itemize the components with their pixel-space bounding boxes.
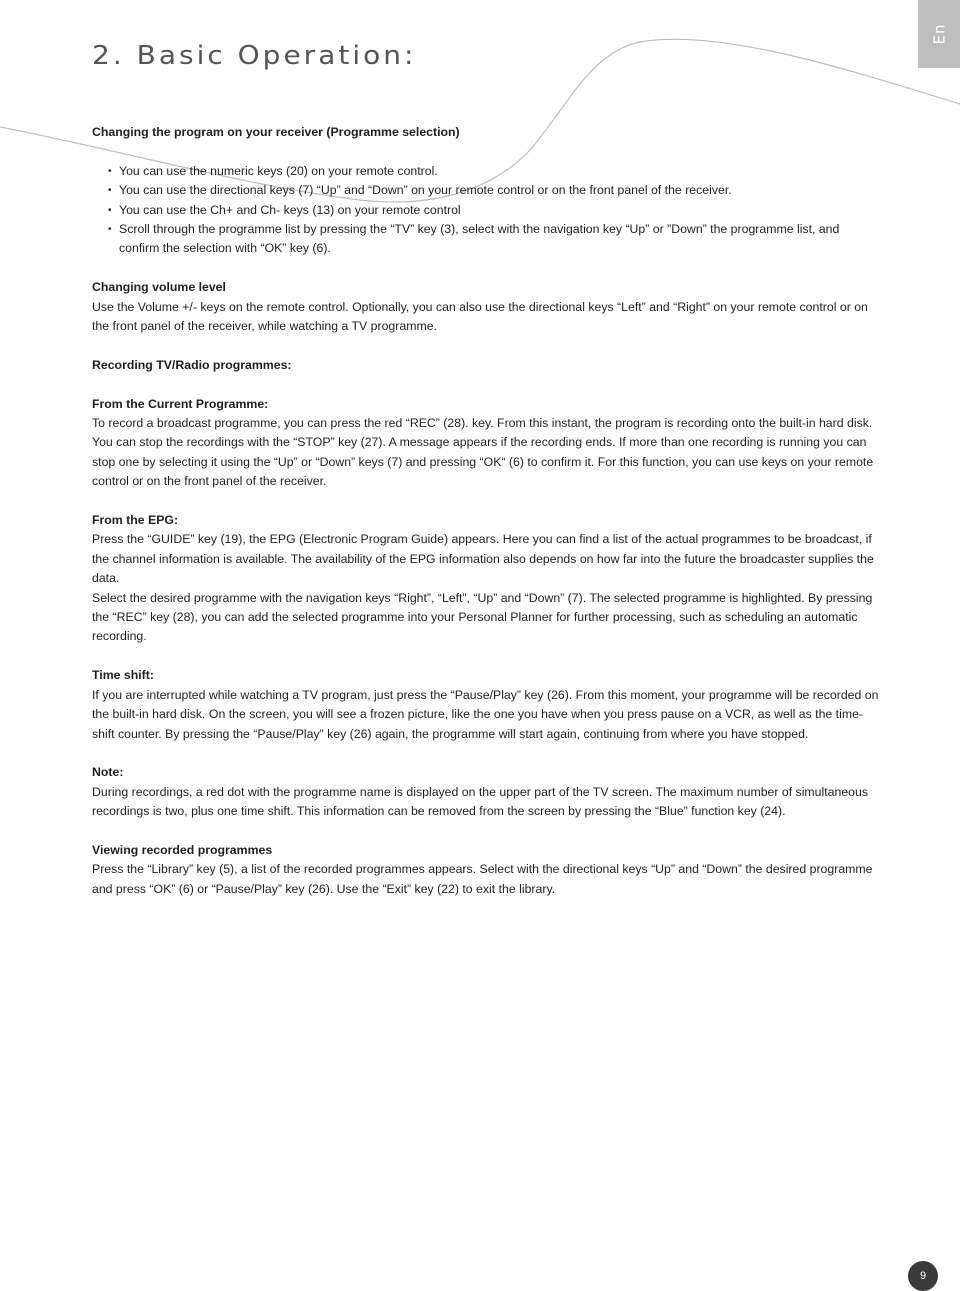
section-heading: From the Current Programme: (92, 396, 269, 411)
paragraph: Press the “Library” key (5), a list of the recorded programmes appears. Select with the directional keys “Up” and “Down” the desired programme and press “OK” (6) or “Pause/Play” key (26). Use the “Exit” key (22) to exit the library. (92, 862, 873, 896)
section-volume (92, 278, 882, 336)
section-current-programme (92, 395, 882, 492)
list-item: • You can use the numeric keys (20) on your remote control. (108, 162, 882, 181)
paragraph: Press the “GUIDE” key (19), the EPG (Electronic Program Guide) appears. Here you can find a list of the actual programmes to be broadcast, if the channel information is available. The availability of the EPG information also depends on how far into the future the broadcaster supplies the data. (92, 532, 874, 586)
section-time-shift (92, 666, 882, 744)
page-title: 2. Basic Operation: (92, 40, 417, 71)
section-note (92, 763, 882, 821)
bullet-list (92, 162, 882, 259)
section-heading: Changing the program on your receiver (Programme selection) (92, 125, 460, 139)
section-heading: Time shift: (92, 668, 154, 683)
paragraph: To record a broadcast programme, you can press the red “REC” (28). key. From this instant, the program is recording onto the built-in hard disk. You can stop the recordings with the “STOP” key (27). A message appears if the recording ends. If more than one recording is running you can stop one by selecting it using the “Up” or “Down” keys (7) and pressing “OK“ (6) to confirm it. For this function, you can use keys on your remote control or on the front panel of the receiver. (92, 416, 874, 489)
section-heading: Changing volume level (92, 280, 226, 295)
section-heading: Viewing recorded programmes (92, 842, 273, 857)
paragraph: During recordings, a red dot with the programme name is displayed on the upper part of the TV screen. The maximum number of simultaneous recordings is two, plus one time shift. This information can be removed from the screen by pressing the “Blue” function key (24). (92, 784, 869, 819)
section-viewing-recorded (92, 841, 882, 899)
paragraph: Use the Volume +/- keys on the remote control. Optionally, you can also use the directional keys “Left” and “Right” on your remote control or on the front panel of the receiver, while watching a TV programme. (92, 299, 868, 334)
paragraph: If you are interrupted while watching a TV program, just press the “Pause/Play” key (26). From this moment, your programme will be recorded on the built-in hard disk. On the screen, you will see a frozen picture, like the one you have when you press pause on a VCR, as well as the time-shift counter. By pressing the “Pause/Play” key (26) again, the programme will start again, continuing from where you have stopped. (92, 687, 879, 741)
paragraph: Select the desired programme with the navigation keys “Right”, “Left”, “Up” and “Down” (7). The selected programme is highlighted. By pressing the “REC” key (28), you can add the selected programme into your Personal Planner for further processing, such as scheduling an automatic recording. (92, 590, 873, 644)
section-recording (92, 356, 882, 375)
list-item: • You can use the Ch+ and Ch- keys (13) on your remote control (108, 201, 882, 220)
section-heading: Note: (92, 765, 124, 780)
page-content (92, 123, 882, 919)
section-heading: From the EPG: (92, 513, 179, 528)
language-tab-label: En (929, 23, 948, 45)
section-heading: Recording TV/Radio programmes: (92, 357, 292, 372)
list-item: • You can use the directional keys (7) “Up” and “Down” on your remote control or on the front panel of the receiver. (108, 181, 882, 200)
page-number: 9 (919, 1270, 927, 1282)
section-program-selection (92, 123, 882, 259)
list-item: • Scroll through the programme list by pressing the “TV” key (3), select with the navigation key “Up” or ”Down” the programme list, and confirm the selection with “OK” key (6). (108, 220, 882, 259)
section-epg (92, 511, 882, 647)
language-tab (918, 0, 960, 68)
page-number-badge (908, 1261, 938, 1291)
